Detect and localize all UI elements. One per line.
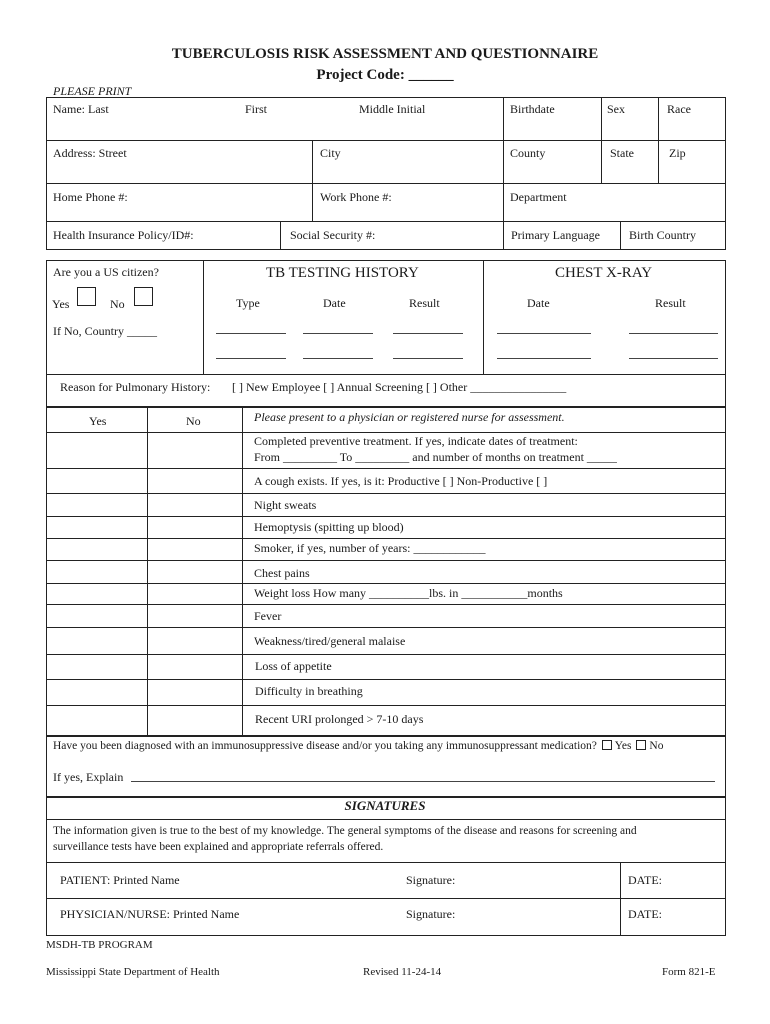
symptom-preventive: Completed preventive treatment. If yes, indicate dates of treatment: [254,434,578,448]
signatures-heading: SIGNATURES [344,798,426,813]
symptom-uri: Recent URI prolonged > 7-10 days [255,712,424,726]
footer-program: MSDH-TB PROGRAM [46,939,153,951]
name-last-field[interactable]: Name: Last [53,102,109,116]
patient-name-field[interactable]: PATIENT: Printed Name [60,873,180,887]
tb-result-header: Result [409,296,440,310]
explain-label: If yes, Explain [53,770,124,784]
citizen-no-label: No [110,297,125,311]
symptom-appetite: Loss of appetite [255,659,332,673]
symptom-yes-header: Yes [89,414,107,428]
state-field[interactable]: State [610,146,634,160]
xray-date-blank-2[interactable] [497,358,591,359]
project-code: Project Code: ______ [316,67,454,83]
department-field[interactable]: Department [510,190,567,204]
home-phone-field[interactable]: Home Phone #: [53,190,128,204]
tb-result-blank-1[interactable] [393,333,463,334]
sex-field[interactable]: Sex [607,102,625,116]
physician-signature-field[interactable]: Signature: [406,907,456,921]
symptom-night-sweats: Night sweats [254,498,317,512]
footer-revised: Revised 11-24-14 [363,966,442,978]
city-field[interactable]: City [320,146,341,160]
xray-result-blank-2[interactable] [629,358,718,359]
tb-result-blank-2[interactable] [393,358,463,359]
symptom-fever: Fever [254,609,282,623]
patient-date-field[interactable]: DATE: [628,873,662,887]
explain-input[interactable] [131,781,715,782]
xray-result-blank-1[interactable] [629,333,718,334]
symptom-preventive-dates[interactable]: From _________ To _________ and number of months on treatment _____ [254,450,617,464]
form-title: TUBERCULOSIS RISK ASSESSMENT AND QUESTIONNAIRE [171,46,599,62]
symptom-no-header: No [186,414,201,428]
footer-department: Mississippi State Department of Health [46,966,220,978]
birth-country-field[interactable]: Birth Country [629,228,697,242]
county-field[interactable]: County [510,146,546,160]
primary-language-field[interactable]: Primary Language [511,228,600,242]
symptom-weight-loss[interactable]: Weight loss How many __________lbs. in ___________months [254,586,563,600]
immuno-question: Have you been diagnosed with an immunosuppressive disease and/or you taking any immunosuppressant medication? Yes No [53,740,664,752]
chest-xray-heading: CHEST X-RAY [555,265,653,281]
symptom-cough: A cough exists. If yes, is it: Productive [ ] Non-Productive [ ] [254,474,548,488]
xray-date-blank-1[interactable] [497,333,591,334]
please-print-note: PLEASE PRINT [53,84,132,98]
middle-initial-field[interactable]: Middle Initial [359,102,426,116]
patient-signature-field[interactable]: Signature: [406,873,456,887]
citizen-yes-label: Yes [52,297,70,311]
tb-testing-heading: TB TESTING HISTORY [266,265,419,281]
assessment-instruction: Please present to a physician or registered nurse for assessment. [254,410,565,424]
tb-date-blank-1[interactable] [303,333,373,334]
birthdate-field[interactable]: Birthdate [510,102,555,116]
symptom-smoker[interactable]: Smoker, if yes, number of years: ____________ [254,541,486,555]
citizen-no-checkbox[interactable] [134,287,153,306]
ssn-field[interactable]: Social Security #: [290,228,376,242]
zip-field[interactable]: Zip [669,146,686,160]
xray-date-header: Date [527,296,550,310]
xray-result-header: Result [655,296,686,310]
symptom-hemoptysis: Hemoptysis (spitting up blood) [254,520,404,534]
reason-label: Reason for Pulmonary History: [60,380,211,394]
physician-name-field[interactable]: PHYSICIAN/NURSE: Printed Name [60,907,240,921]
symptom-chest-pains: Chest pains [254,566,310,580]
statement-line-2: surveillance tests have been explained and appropriate referrals offered. [53,841,384,853]
tb-type-header: Type [236,296,260,310]
symptom-weakness: Weakness/tired/general malaise [254,634,406,648]
tb-date-header: Date [323,296,346,310]
country-field[interactable]: If No, Country _____ [53,324,157,338]
reason-options[interactable]: [ ] New Employee [ ] Annual Screening [ ] Other ________________ [232,380,567,394]
tb-type-blank-1[interactable] [216,333,286,334]
tb-date-blank-2[interactable] [303,358,373,359]
address-field[interactable]: Address: Street [53,146,127,160]
citizen-yes-checkbox[interactable] [77,287,96,306]
immuno-no-checkbox[interactable] [636,740,646,750]
immuno-yes-checkbox[interactable] [602,740,612,750]
work-phone-field[interactable]: Work Phone #: [320,190,392,204]
statement-line-1: The information given is true to the best of my knowledge. The general symptoms of the disease and reasons for screening and [53,825,637,837]
symptom-breathing: Difficulty in breathing [255,684,363,698]
citizen-question: Are you a US citizen? [53,265,159,279]
tb-type-blank-2[interactable] [216,358,286,359]
footer-form-number: Form 821-E [662,966,716,978]
insurance-field[interactable]: Health Insurance Policy/ID#: [53,228,194,242]
first-name-field[interactable]: First [245,102,268,116]
physician-date-field[interactable]: DATE: [628,907,662,921]
race-field[interactable]: Race [667,102,691,116]
